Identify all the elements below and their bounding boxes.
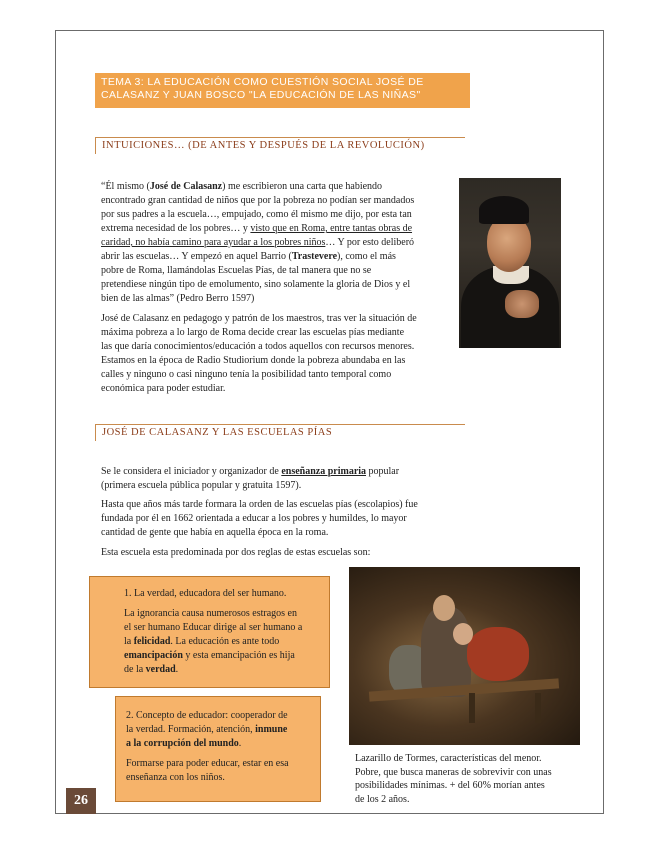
- painting-caption: Lazarillo de Tormes, características del menor. Pobre, que busca maneras de sobrevivir con unas posibilidades mínimas. + del 60% morían antes de los 2 años.: [355, 753, 552, 805]
- lazarillo-painting: [349, 567, 580, 745]
- banner-line-1: TEMA 3: LA EDUCACIÓN COMO CUESTIÓN SOCIAL JOSÉ DE: [101, 76, 424, 88]
- banner-line-2: CALASANZ Y JUAN BOSCO "LA EDUCACIÓN DE LAS NIÑAS": [101, 89, 421, 101]
- orden-paragraph: Hasta que años más tarde formara la orden de las escuelas pías (escolapios) fue fundada por él en 1662 orientada a educar a los pobres y humildes, lo mayor cantidad de gente que había en aquella época en la roma.: [101, 499, 418, 538]
- reglas-intro: Esta escuela esta predominada por dos reglas de estas escuelas son:: [101, 547, 371, 558]
- rule-1-title: 1. La verdad, educadora del ser humano.: [124, 588, 287, 599]
- rule-2-text: 2. Concepto de educador: cooperador de la verdad. Formación, atención, inmune a la corrupción del mundo.: [126, 710, 288, 749]
- calasanz-portrait: [459, 178, 561, 348]
- quote-paragraph: “Él mismo (José de Calasanz) me escribieron una carta que habiendo encontrado gran cantidad de niños que por la pobreza no podían ser mandados por sus padres a la escuela…, empujado, como él mismo me dijo, por esta tan extrema necesidad de los pobres… y visto que en Roma, entre tantas obras de caridad, no había camino para ayudar a los pobres niños… Y por esto deliberó abrir las escuelas… Y empezó en aquel Barrio (Trastevere), como el más pobre de Roma, llamándolas Escuelas Pías, de tal manera que no se pretendiese ningún tipo de emolumento, sino solamente la gloria de Dios y el bien de las almas” (Pedro Berro 1597): [101, 181, 415, 304]
- rule-2-extra: Formarse para poder educar, estar en esa enseñanza con los niños.: [126, 758, 289, 783]
- section-heading-escuelas-pias: JOSÉ DE CALASANZ Y LAS ESCUELAS PÍAS: [95, 424, 465, 441]
- topic-banner: [95, 73, 470, 108]
- rule-1-text: La ignorancia causa numerosos estragos en el ser humano Educar dirige al ser humano a la felicidad. La educación es ante todo emancipación y esta emancipación es hija de la verdad.: [124, 608, 303, 675]
- section-heading-intuiciones: INTUICIONES… (DE ANTES Y DESPUÉS DE LA REVOLUCIÓN): [95, 137, 465, 154]
- rule-box-educador: [115, 696, 321, 802]
- calasanz-paragraph: José de Calasanz en pedagogo y patrón de los maestros, tras ver la situación de máxima pobreza a lo largo de Roma decide crear las escuelas pías mediante las que daría conocimientos/educación a todos aquellos con recursos menores. Estamos en la época de Radio Studiorium donde la pobreza abundaba en las calles y ninguno o casi ninguno tenía la posibilidad tanto temporal como económica para poder estudiar.: [101, 313, 417, 394]
- iniciador-paragraph: Se le considera el iniciador y organizador de enseñanza primaria popular (primera escuela pública popular y gratuita 1597).: [101, 466, 400, 491]
- page-number: 26: [66, 788, 96, 814]
- rule-box-verdad: [89, 576, 330, 688]
